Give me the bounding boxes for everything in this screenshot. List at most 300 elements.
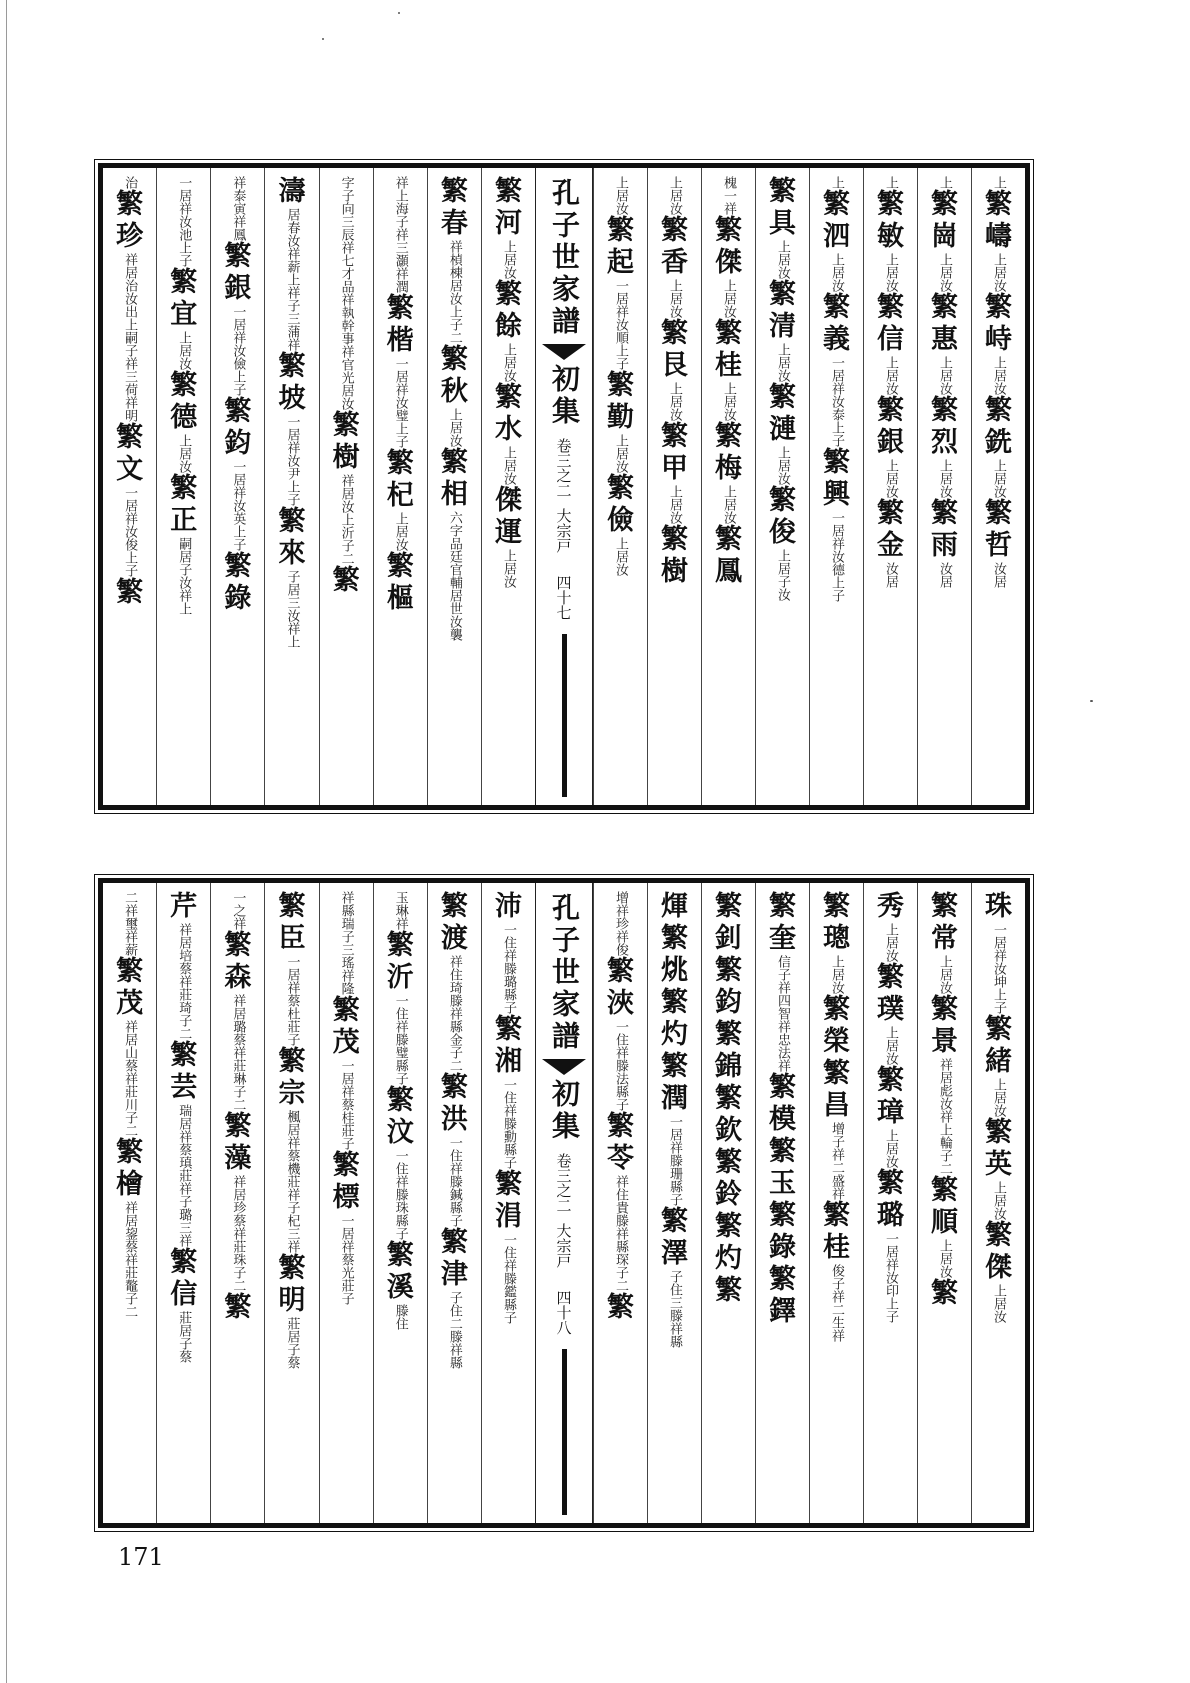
annotation-text: 上居汝 <box>613 537 628 576</box>
person-entry <box>661 1238 688 1348</box>
person-entry <box>607 247 634 370</box>
name-character: 繁 <box>931 292 958 323</box>
name-character: 繁 <box>224 396 252 427</box>
name-character: 灼 <box>661 1019 688 1050</box>
person-entry <box>715 1243 742 1275</box>
genealogy-column <box>373 883 427 1523</box>
juan-label: 卷三之二 <box>554 438 573 498</box>
person-entry <box>278 1078 305 1253</box>
name-character: 釗 <box>715 923 742 954</box>
person-entry <box>116 1169 143 1318</box>
person-entry <box>170 1072 197 1247</box>
person-entry <box>985 1117 1012 1149</box>
name-character: 繁 <box>823 1058 850 1089</box>
genealogy-column <box>319 168 373 805</box>
name-character: 勤 <box>607 402 634 433</box>
annotation-text: 上居汝 <box>500 343 516 382</box>
person-entry <box>661 215 688 247</box>
leaf-number: 四十七 <box>554 575 573 620</box>
person-entry <box>661 350 688 421</box>
name-character: 正 <box>170 505 198 536</box>
name-character: 繁 <box>661 215 688 246</box>
volume-label: 初集 <box>548 1079 581 1143</box>
person-entry <box>666 176 683 215</box>
name-character: 湘 <box>494 1046 522 1077</box>
person-entry <box>823 447 850 479</box>
name-character: 繁 <box>332 410 360 441</box>
person-entry <box>170 299 197 370</box>
person-entry <box>387 962 414 1085</box>
person-entry <box>823 1232 850 1342</box>
person-entry <box>333 565 360 597</box>
annotation-text: 上居汝 <box>176 331 192 370</box>
person-entry <box>116 956 143 988</box>
center-gutter <box>535 168 593 805</box>
annotation-text: 祥住貴滕祥縣琛子二 <box>613 1175 628 1292</box>
person-entry <box>495 1014 522 1046</box>
name-character: 繁 <box>769 1200 796 1231</box>
person-entry <box>170 891 197 1040</box>
person-entry <box>985 891 1012 1014</box>
person-entry <box>931 1026 958 1175</box>
name-character: 繁 <box>170 370 198 401</box>
name-character: 繁 <box>715 891 742 922</box>
person-entry <box>661 524 688 556</box>
annotation-text: 祥居璐蔡祥莊琳子二 <box>230 994 246 1111</box>
name-character: 汶 <box>386 1117 414 1148</box>
person-entry <box>661 955 688 987</box>
name-character: 繁 <box>607 370 634 401</box>
person-entry <box>387 583 414 615</box>
name-character: 繁 <box>440 344 468 375</box>
annotation-text: 增祥珍祥俊 <box>613 891 628 956</box>
person-entry <box>661 1083 688 1206</box>
name-character: 繁 <box>386 448 414 479</box>
name-character: 敏 <box>877 221 904 252</box>
left-half <box>103 168 535 805</box>
genealogy-column <box>863 168 917 805</box>
person-entry <box>607 1111 634 1143</box>
annotation-text: 上 <box>991 176 1006 189</box>
name-character: 苓 <box>607 1143 634 1174</box>
annotation-text: 上居汝 <box>829 253 844 292</box>
person-entry <box>823 1200 850 1232</box>
person-entry <box>392 176 409 293</box>
person-entry <box>877 891 904 962</box>
genealogy-column <box>427 883 481 1523</box>
annotation-text: 上居汝 <box>613 176 628 215</box>
name-character: 沛 <box>494 891 522 922</box>
person-entry <box>715 923 742 955</box>
name-character: 金 <box>877 530 904 561</box>
name-character: 運 <box>494 517 522 548</box>
annotation-text: 祥居鋆蔡祥莊鼇子二 <box>122 1201 138 1318</box>
person-entry <box>931 994 958 1026</box>
annotation-text: 上居汝 <box>446 408 462 447</box>
person-entry <box>823 994 850 1026</box>
name-character: 繁 <box>877 498 904 529</box>
left-half <box>103 883 535 1523</box>
person-entry <box>769 891 796 923</box>
annotation-text: 一住祥滕勳縣子 <box>500 1078 516 1169</box>
name-character: 繁 <box>931 395 958 426</box>
person-entry <box>661 1051 688 1083</box>
name-character: 宗 <box>278 1078 306 1109</box>
name-character: 鳳 <box>715 556 742 587</box>
annotation-text: 祥泰寅祥鳳 <box>230 176 246 241</box>
name-character: 繁 <box>661 1051 688 1082</box>
annotation-text: 上居汝 <box>721 485 736 524</box>
name-character: 繁 <box>386 293 414 324</box>
annotation-text: 一居祥汝璧上子 <box>392 357 408 448</box>
person-entry <box>278 506 305 538</box>
name-character: 錦 <box>715 1051 742 1082</box>
name-character: 繁 <box>877 1065 904 1096</box>
person-entry <box>661 421 688 453</box>
name-character: 繁 <box>224 930 252 961</box>
person-entry <box>495 1046 522 1169</box>
person-entry <box>278 891 305 923</box>
annotation-text: 上居汝 <box>775 240 790 279</box>
name-character: 溪 <box>386 1272 414 1303</box>
person-entry <box>495 1201 522 1324</box>
person-entry <box>612 891 629 956</box>
genealogy-column <box>156 168 210 805</box>
annotation-text: 治 <box>122 176 138 189</box>
person-entry <box>769 1104 796 1136</box>
person-entry <box>985 498 1012 530</box>
name-character: 繁 <box>985 189 1012 220</box>
person-entry <box>607 956 634 988</box>
name-character: 繁 <box>823 292 850 323</box>
person-entry <box>441 344 468 376</box>
name-character: 繁 <box>278 891 306 922</box>
name-character: 樹 <box>332 442 360 473</box>
name-character: 楷 <box>386 325 414 356</box>
person-entry <box>224 396 251 428</box>
person-entry <box>387 293 414 325</box>
person-entry <box>715 1019 742 1051</box>
person-entry <box>170 505 197 615</box>
name-character: 繁 <box>224 1292 252 1323</box>
name-character: 哲 <box>985 530 1012 561</box>
person-entry <box>931 1278 958 1310</box>
name-character: 繁 <box>985 292 1012 323</box>
annotation-text: 祥居珍蔡祥莊珠子二 <box>230 1175 246 1292</box>
name-character: 璐 <box>877 1200 904 1231</box>
name-character: 信 <box>877 324 904 355</box>
name-character: 嶹 <box>985 221 1012 252</box>
person-entry <box>170 473 197 505</box>
person-entry <box>715 1211 742 1243</box>
name-character: 璞 <box>877 994 904 1025</box>
person-entry <box>936 176 953 189</box>
annotation-text: 上居汝 <box>991 1078 1006 1117</box>
name-character: 臣 <box>278 923 306 954</box>
annotation-text: 一居祥蔡杜莊子 <box>284 955 300 1046</box>
annotation-text: 滕住 <box>392 1304 408 1330</box>
name-character: 繁 <box>440 1072 468 1103</box>
annotation-text: 上居汝 <box>667 382 682 421</box>
person-entry <box>441 176 468 208</box>
person-entry <box>823 324 850 447</box>
name-character: 繁 <box>607 1292 634 1323</box>
annotation-text: 上居汝 <box>991 459 1006 498</box>
annotation-text: 一居祥汝俊上子 <box>122 486 138 577</box>
person-entry <box>278 176 305 351</box>
name-character: 繁 <box>769 1072 796 1103</box>
name-character: 繁 <box>769 279 796 310</box>
name-character: 銀 <box>224 273 252 304</box>
person-entry <box>877 189 904 221</box>
name-character: 模 <box>769 1104 796 1135</box>
person-entry <box>877 498 904 530</box>
person-entry <box>175 176 192 267</box>
name-character: 繁 <box>494 1169 522 1200</box>
name-character: 桂 <box>823 1232 850 1263</box>
person-entry <box>495 891 522 1014</box>
annotation-text: 一居祥滕珊縣子 <box>667 1115 682 1206</box>
name-character: 繁 <box>494 382 522 413</box>
name-character: 繁 <box>116 1137 144 1168</box>
person-entry <box>495 485 522 517</box>
name-character: 繁 <box>440 1227 468 1258</box>
name-character: 相 <box>440 479 468 510</box>
person-entry <box>931 395 958 427</box>
annotation-text: 上居汝 <box>883 1129 898 1168</box>
book-title: 孔子世家譜 <box>548 178 581 338</box>
annotation-text: 上 <box>829 176 844 189</box>
name-character: 茂 <box>116 988 144 1019</box>
person-entry <box>441 447 468 479</box>
annotation-text: 一住祥滕珠縣子 <box>392 1149 408 1240</box>
person-entry <box>985 292 1012 324</box>
person-entry <box>769 1200 796 1232</box>
person-entry <box>170 1247 197 1279</box>
person-entry <box>823 923 850 994</box>
name-character: 繁 <box>715 1147 742 1178</box>
person-entry <box>224 962 251 1111</box>
person-entry <box>931 923 958 994</box>
name-character: 繁 <box>931 498 958 529</box>
name-character: 鈞 <box>715 987 742 1018</box>
name-character: 珠 <box>985 891 1012 922</box>
person-entry <box>931 530 958 588</box>
name-character: 繁 <box>224 551 252 582</box>
person-entry <box>661 1019 688 1051</box>
name-character: 繁 <box>823 189 850 220</box>
person-entry <box>769 311 796 382</box>
name-character: 榮 <box>823 1026 850 1057</box>
genealogy-column <box>647 168 701 805</box>
annotation-text: 汝居 <box>883 562 898 588</box>
person-entry <box>333 1027 360 1150</box>
name-character: 繁 <box>877 292 904 323</box>
annotation-text: 一住祥滕璧縣子 <box>392 994 408 1085</box>
annotation-text: 上居汝 <box>721 279 736 318</box>
name-character: 繁 <box>607 215 634 246</box>
name-character: 雨 <box>931 530 958 561</box>
name-character: 繁 <box>769 176 796 207</box>
name-character: 儉 <box>607 505 634 536</box>
page-number: 171 <box>118 1543 164 1571</box>
annotation-text: 上居汝 <box>883 923 898 962</box>
leaf-number: 四十八 <box>554 1290 573 1335</box>
annotation-text: 祥居培蔡祥莊琦子二 <box>176 923 192 1040</box>
name-character: 藻 <box>224 1143 252 1174</box>
name-character: 繁 <box>386 551 414 582</box>
person-entry <box>769 414 796 485</box>
name-character: 繁 <box>931 994 958 1025</box>
name-character: 水 <box>494 414 522 445</box>
person-entry <box>224 1292 251 1324</box>
person-entry <box>387 551 414 583</box>
name-character: 烈 <box>931 427 958 458</box>
name-character: 繁 <box>715 318 742 349</box>
person-entry <box>931 1207 958 1278</box>
person-entry <box>607 370 634 402</box>
annotation-text: 一居祥汝印上子 <box>883 1232 898 1323</box>
person-entry <box>715 318 742 350</box>
name-character: 惠 <box>931 324 958 355</box>
name-character: 繁 <box>823 994 850 1025</box>
name-character: 珍 <box>116 221 144 252</box>
person-entry <box>121 891 138 956</box>
name-character: 梅 <box>715 453 742 484</box>
person-entry <box>387 1240 414 1272</box>
name-character: 繁 <box>332 995 360 1026</box>
name-character: 緒 <box>985 1046 1012 1077</box>
name-character: 繁 <box>440 891 468 922</box>
name-character: 茂 <box>332 1027 360 1058</box>
annotation-text: 一居祥蔡光莊子 <box>338 1214 354 1305</box>
person-entry <box>769 517 796 601</box>
name-character: 玉 <box>769 1168 796 1199</box>
name-character: 樹 <box>661 556 688 587</box>
person-entry <box>495 208 522 279</box>
name-character: 繁 <box>985 1117 1012 1148</box>
person-entry <box>715 955 742 987</box>
name-character: 繁 <box>116 422 144 453</box>
person-entry <box>715 1179 742 1211</box>
name-character: 渡 <box>440 923 468 954</box>
name-character: 澤 <box>661 1238 688 1269</box>
genealogy-column <box>917 168 971 805</box>
name-character: 繁 <box>116 189 144 220</box>
name-character: 秀 <box>877 891 904 922</box>
name-character: 繁 <box>769 891 796 922</box>
name-character: 銑 <box>985 427 1012 458</box>
annotation-text: 楓居祥蔡機莊祥子杞三祥 <box>284 1110 300 1253</box>
name-character: 繁 <box>224 241 252 272</box>
person-entry <box>882 176 899 189</box>
person-entry <box>333 1150 360 1182</box>
person-entry <box>116 221 143 422</box>
name-character: 浹 <box>607 988 634 1019</box>
name-character: 繁 <box>877 1168 904 1199</box>
person-entry <box>387 480 414 551</box>
name-character: 傑 <box>985 1252 1012 1283</box>
name-character: 涓 <box>494 1201 522 1232</box>
person-entry <box>985 1220 1012 1252</box>
annotation-text: 上居汝 <box>667 279 682 318</box>
annotation-text: 上居汝 <box>883 459 898 498</box>
person-entry <box>441 208 468 344</box>
person-entry <box>931 427 958 498</box>
person-entry <box>278 538 305 648</box>
annotation-text: 子居三汝祥上 <box>284 570 300 648</box>
person-entry <box>769 208 796 279</box>
genealogy-column <box>481 883 535 1523</box>
person-entry <box>715 891 742 923</box>
person-entry <box>715 1147 742 1179</box>
name-character: 繁 <box>715 955 742 986</box>
person-entry <box>333 442 360 565</box>
annotation-text: 祥居治汝出上嗣子祥三荷祥明 <box>122 253 138 422</box>
name-character: 具 <box>769 208 796 239</box>
annotation-text: 祥居山蔡祥莊川子二 <box>122 1020 138 1137</box>
annotation-text: 一居祥汝英上子 <box>230 460 246 551</box>
annotation-text: 上居汝 <box>883 1026 898 1065</box>
annotation-text: 上居汝 <box>775 446 790 485</box>
name-character: 芸 <box>170 1072 198 1103</box>
annotation-text: 一住祥滕法縣子 <box>613 1020 628 1111</box>
name-character: 繁 <box>769 382 796 413</box>
name-character: 繁 <box>386 1085 414 1116</box>
name-character: 繁 <box>931 1175 958 1206</box>
person-entry <box>495 279 522 311</box>
person-entry <box>877 994 904 1065</box>
name-character: 傑 <box>715 247 742 278</box>
name-character: 鈴 <box>715 1179 742 1210</box>
name-character: 繁 <box>278 1253 306 1284</box>
person-entry <box>441 1104 468 1227</box>
name-character: 繁 <box>823 1200 850 1231</box>
annotation-text: 上居汝 <box>667 176 682 215</box>
person-entry <box>116 422 143 454</box>
name-character: 繁 <box>386 1240 414 1271</box>
person-entry <box>877 1200 904 1323</box>
annotation-text: 汝居 <box>937 562 952 588</box>
annotation-text: 莊居子蔡 <box>284 1317 300 1369</box>
scan-speck <box>398 12 400 14</box>
person-entry <box>715 987 742 1019</box>
annotation-text: 六字品廷官輔居世汝襲 <box>446 511 462 641</box>
annotation-text: 上居汝 <box>937 1239 952 1278</box>
person-entry <box>116 988 143 1137</box>
annotation-text: 祥居彪汝祥上輪子二 <box>937 1058 952 1175</box>
person-entry <box>170 402 197 473</box>
center-gutter <box>535 883 593 1523</box>
name-character: 璋 <box>877 1097 904 1128</box>
annotation-text: 上居汝 <box>500 446 516 485</box>
name-character: 漣 <box>769 414 796 445</box>
genealogy-column <box>103 168 156 805</box>
annotation-text: 上 <box>883 176 898 189</box>
annotation-text: 上居汝 <box>829 955 844 994</box>
page-edge-rule <box>6 0 7 1683</box>
genealogy-column <box>701 883 755 1523</box>
genealogy-column <box>103 883 156 1523</box>
person-entry <box>985 1046 1012 1117</box>
person-entry <box>278 383 305 506</box>
name-character: 繁 <box>607 473 634 504</box>
person-entry <box>387 930 414 962</box>
person-entry <box>224 1111 251 1143</box>
person-entry <box>661 923 688 955</box>
name-character: 繁 <box>116 956 144 987</box>
person-entry <box>278 923 305 1046</box>
